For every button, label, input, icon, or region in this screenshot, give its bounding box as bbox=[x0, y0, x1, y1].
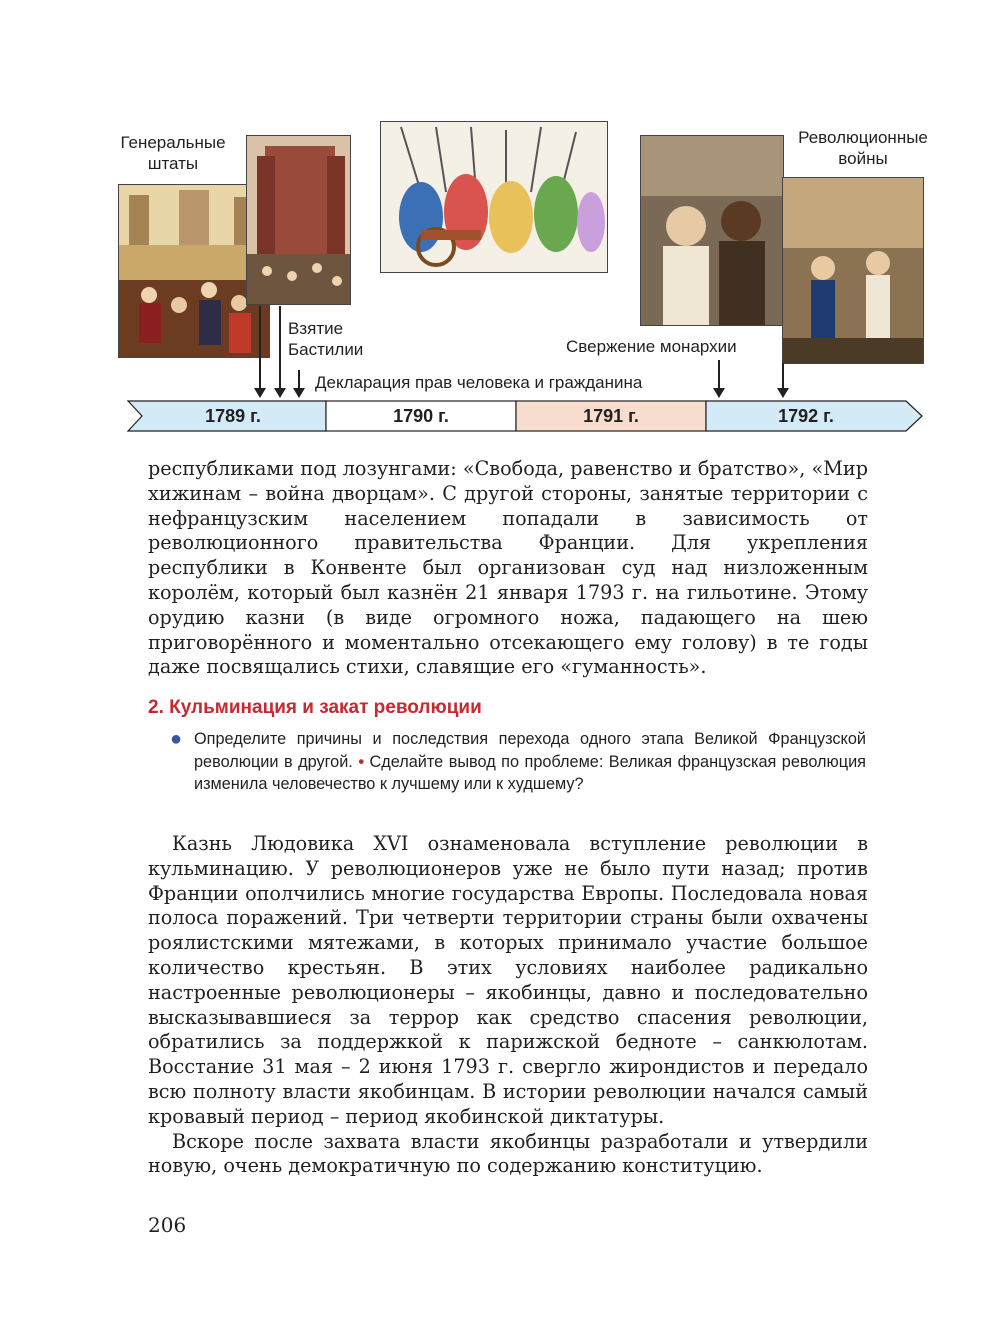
year-1791: 1791 г. bbox=[583, 406, 639, 426]
page-number: 206 bbox=[148, 1213, 187, 1237]
caption-overthrow: Свержение монархии bbox=[566, 337, 737, 356]
main-text bbox=[148, 832, 868, 1179]
caption-declaration: Декларация прав человека и гражданина bbox=[315, 373, 643, 392]
paragraph-1: республиками под лозунгами: «Свобода, равенство и братство», «Мир хижинам – война дворцам». С другой стороны, занятые территории с нефранцузским населением попадали в зависимость от революционного правительства Франции. Для укрепления республики в Конвенте был организован суд над низложенным королём, который был казнён 21 января 1793 г. на гильотине. Этому орудию казни (в виде огромного ножа, падающего на шею приговорённого и моментально отсекающего ему голову) в те годы даже посвящались стихи, славящие его «гуманность». bbox=[148, 457, 868, 679]
paragraph-continuation bbox=[148, 457, 868, 680]
arrow-overthrow bbox=[718, 360, 720, 396]
paragraph-2: Казнь Людовика XVI ознаменовала вступление революции в кульминацию. У революционеров уже не было пути назад; против Франции ополчились многие государства Европы. Последовала новая полоса поражений. Три четверти территории страны были охвачены роялистскими мятежами, в которых принимало участие большое количество крестьян. В этих условиях наиболее радикально настроенные революционеры – якобинцы, давно и последовательно высказывавшиеся за террор как средство спасения революции, обратились за поддержкой к парижской бедноте – санкюлотам. Восстание 31 мая – 2 июня 1793 г. свергло жирондистов и передало всю полноту власти якобинцам. В истории революции начался самый кровавый период – период якобинской диктатуры. bbox=[148, 832, 868, 1128]
year-1792: 1792 г. bbox=[778, 406, 834, 426]
arrow-bastille-1 bbox=[279, 306, 281, 396]
year-1789: 1789 г. bbox=[205, 406, 261, 426]
womens-march-painting bbox=[380, 121, 608, 273]
section-heading: 2. Кульминация и закат революции bbox=[148, 697, 482, 718]
revolutionary-wars-painting bbox=[782, 177, 924, 364]
task-block bbox=[194, 728, 866, 796]
paragraph-3: Вскоре после захвата власти якобинцы разработали и утвердили новую, очень демократичную по содержанию конституцию. bbox=[148, 1129, 868, 1178]
overthrow-of-monarchy-painting bbox=[640, 135, 784, 326]
arrow-revolutionary-wars bbox=[782, 363, 784, 396]
task-part-1: Определите причины и последствия перехода одного этапа Великой Французской революции в другой. bbox=[194, 730, 866, 771]
arrow-declaration bbox=[298, 370, 300, 396]
caption-bastille: Взятие Бастилии bbox=[288, 319, 364, 359]
year-1790: 1790 г. bbox=[393, 406, 449, 426]
task-part-2: Сделайте вывод по проблеме: Великая французская революция изменила человечество к лучшему или к худшему? bbox=[194, 752, 867, 793]
caption-revolutionary-wars: Революционные войны bbox=[798, 128, 928, 168]
arrow-estates-general bbox=[259, 306, 261, 396]
storming-of-bastille-painting bbox=[246, 135, 351, 305]
task-red-bullet-icon: • bbox=[358, 752, 365, 771]
caption-estates-general: Генеральные штаты bbox=[120, 133, 226, 173]
task-bullet-icon: ● bbox=[170, 728, 183, 750]
